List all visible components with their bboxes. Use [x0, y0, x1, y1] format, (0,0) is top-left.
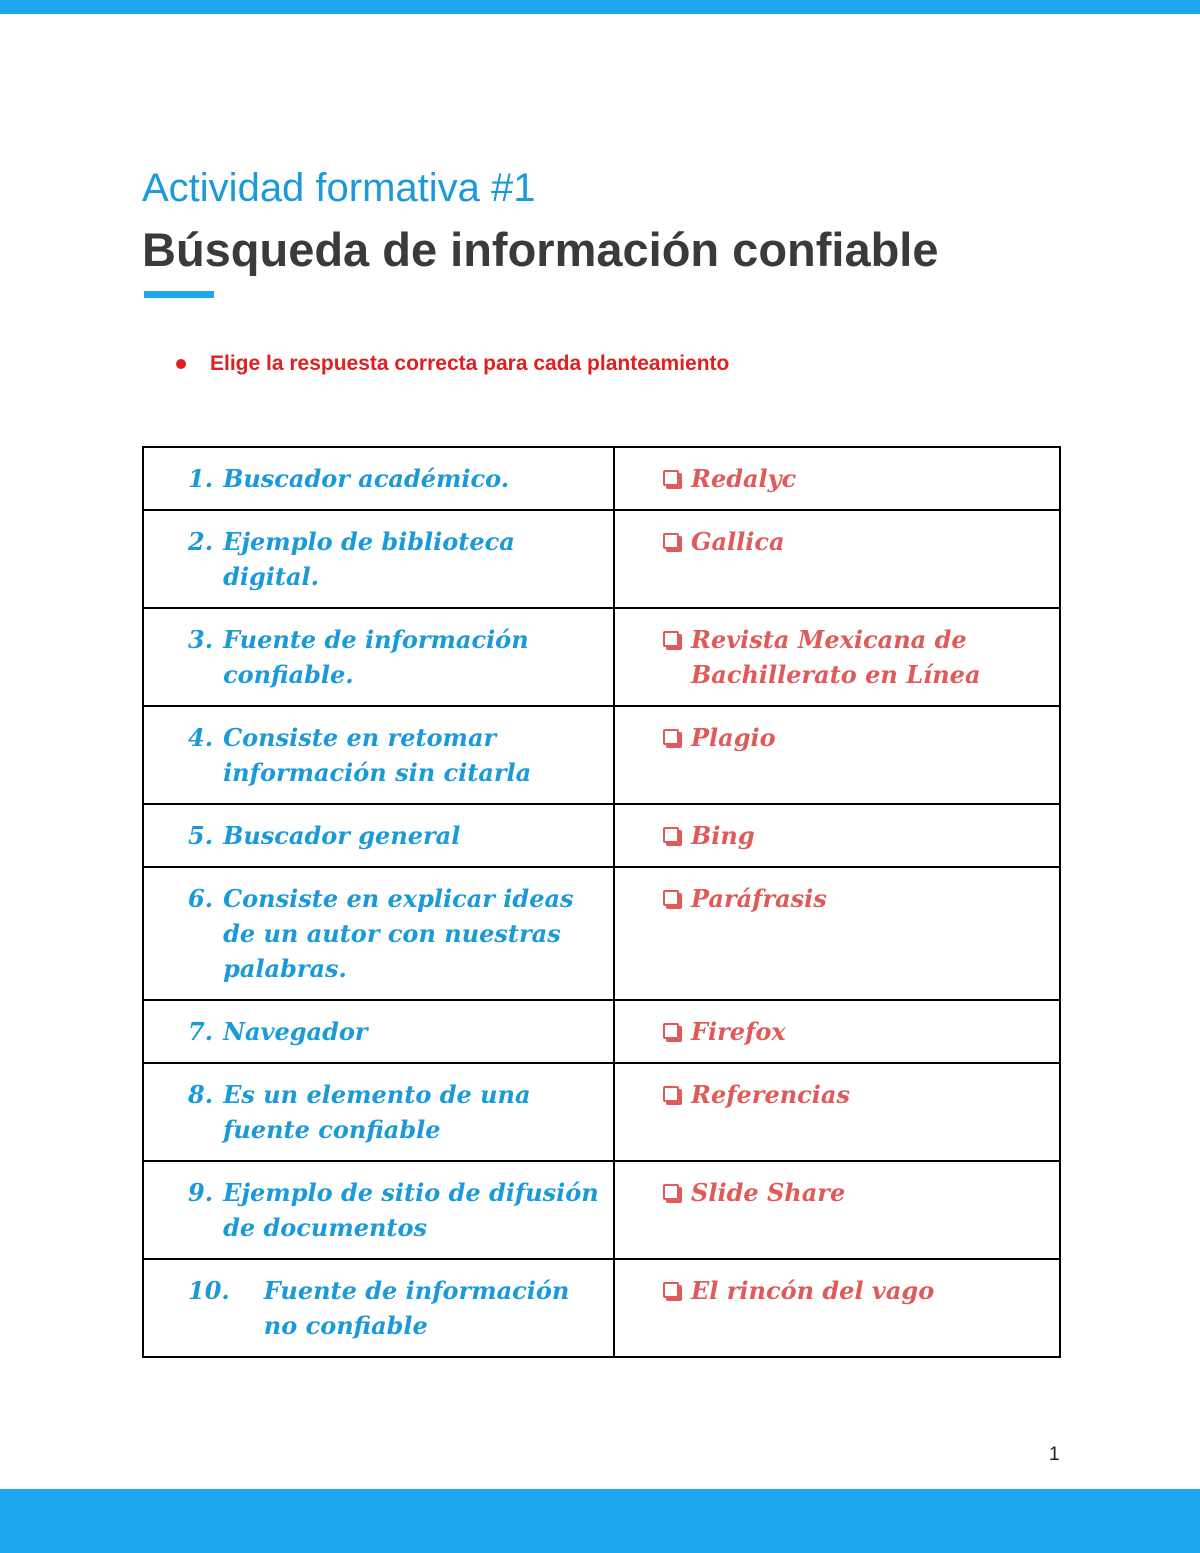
- question-answer-table: [142, 446, 1061, 1358]
- answer-text: Revista Mexicana de Bachillerato en Línea: [691, 625, 981, 689]
- answer-cell: [614, 1161, 1060, 1259]
- checkbox-icon[interactable]: [663, 533, 679, 549]
- question-text: Fuente de información no confiable: [263, 1276, 570, 1340]
- question-text: Consiste en retomar información sin citarla: [223, 723, 532, 787]
- question-number: 10.: [188, 1276, 230, 1305]
- question-cell: [143, 1161, 614, 1259]
- question-text: Ejemplo de biblioteca digital.: [223, 527, 515, 591]
- question-number: 9.: [188, 1178, 214, 1207]
- question-cell: [143, 510, 614, 608]
- question-text: Buscador general: [223, 821, 461, 850]
- question-text: Consiste en explicar ideas de un autor con nuestras palabras.: [223, 884, 574, 983]
- answer-cell: [614, 608, 1060, 706]
- question-cell: [143, 867, 614, 1000]
- question-number: 8.: [188, 1080, 214, 1109]
- checkbox-icon[interactable]: [663, 1282, 679, 1298]
- answer-text: Referencias: [691, 1080, 850, 1109]
- answer-text: Firefox: [691, 1017, 786, 1046]
- checkbox-icon[interactable]: [663, 470, 679, 486]
- answer-text: Slide Share: [691, 1178, 846, 1207]
- question-text: Buscador académico.: [223, 464, 510, 493]
- answer-cell: [614, 1259, 1060, 1357]
- table-row: [143, 608, 1060, 706]
- table-row: [143, 1259, 1060, 1357]
- checkbox-icon[interactable]: [663, 1023, 679, 1039]
- question-cell: [143, 1000, 614, 1063]
- question-number: 4.: [188, 723, 214, 752]
- answer-cell: [614, 706, 1060, 804]
- answer-text: Redalyc: [691, 464, 797, 493]
- question-number: 3.: [188, 625, 214, 654]
- checkbox-icon[interactable]: [663, 827, 679, 843]
- answer-text: Gallica: [691, 527, 785, 556]
- question-text: Ejemplo de sitio de difusión de documentos: [223, 1178, 599, 1242]
- question-text: Fuente de información confiable.: [223, 625, 529, 689]
- question-cell: [143, 1063, 614, 1161]
- top-accent-bar: [0, 0, 1200, 14]
- table-row: [143, 706, 1060, 804]
- checkbox-icon[interactable]: [663, 631, 679, 647]
- question-number: 2.: [188, 527, 214, 556]
- question-cell: [143, 804, 614, 867]
- answer-cell: [614, 1000, 1060, 1063]
- answer-text: Bing: [691, 821, 755, 850]
- instruction-line: [176, 352, 729, 376]
- page-number: 1: [1049, 1444, 1060, 1465]
- answer-cell: [614, 804, 1060, 867]
- answer-text: Plagio: [691, 723, 776, 752]
- table-row: [143, 447, 1060, 510]
- question-text: Es un elemento de una fuente confiable: [223, 1080, 531, 1144]
- question-cell: [143, 447, 614, 510]
- question-number: 6.: [188, 884, 214, 913]
- activity-subtitle: Actividad formativa #1: [142, 166, 536, 210]
- answer-cell: [614, 1063, 1060, 1161]
- answer-cell: [614, 867, 1060, 1000]
- table-row: [143, 1063, 1060, 1161]
- table-row: [143, 867, 1060, 1000]
- question-cell: [143, 608, 614, 706]
- page-title: Búsqueda de información confiable: [142, 223, 939, 276]
- checkbox-icon[interactable]: [663, 1086, 679, 1102]
- table-row: [143, 1161, 1060, 1259]
- question-number: 7.: [188, 1017, 214, 1046]
- checkbox-icon[interactable]: [663, 1184, 679, 1200]
- question-text: Navegador: [223, 1017, 368, 1046]
- question-cell: [143, 1259, 614, 1357]
- answer-text: Paráfrasis: [691, 884, 827, 913]
- checkbox-icon[interactable]: [663, 729, 679, 745]
- bullet-icon: [176, 359, 186, 369]
- table-row: [143, 1000, 1060, 1063]
- instruction-text: Elige la respuesta correcta para cada planteamiento: [210, 352, 730, 375]
- question-number: 1.: [188, 464, 214, 493]
- answer-text: El rincón del vago: [691, 1276, 935, 1305]
- answer-cell: [614, 510, 1060, 608]
- title-underline: [144, 291, 214, 298]
- table-row: [143, 510, 1060, 608]
- question-cell: [143, 706, 614, 804]
- checkbox-icon[interactable]: [663, 890, 679, 906]
- bottom-accent-bar: [0, 1489, 1200, 1553]
- answer-cell: [614, 447, 1060, 510]
- question-number: 5.: [188, 821, 214, 850]
- table-row: [143, 804, 1060, 867]
